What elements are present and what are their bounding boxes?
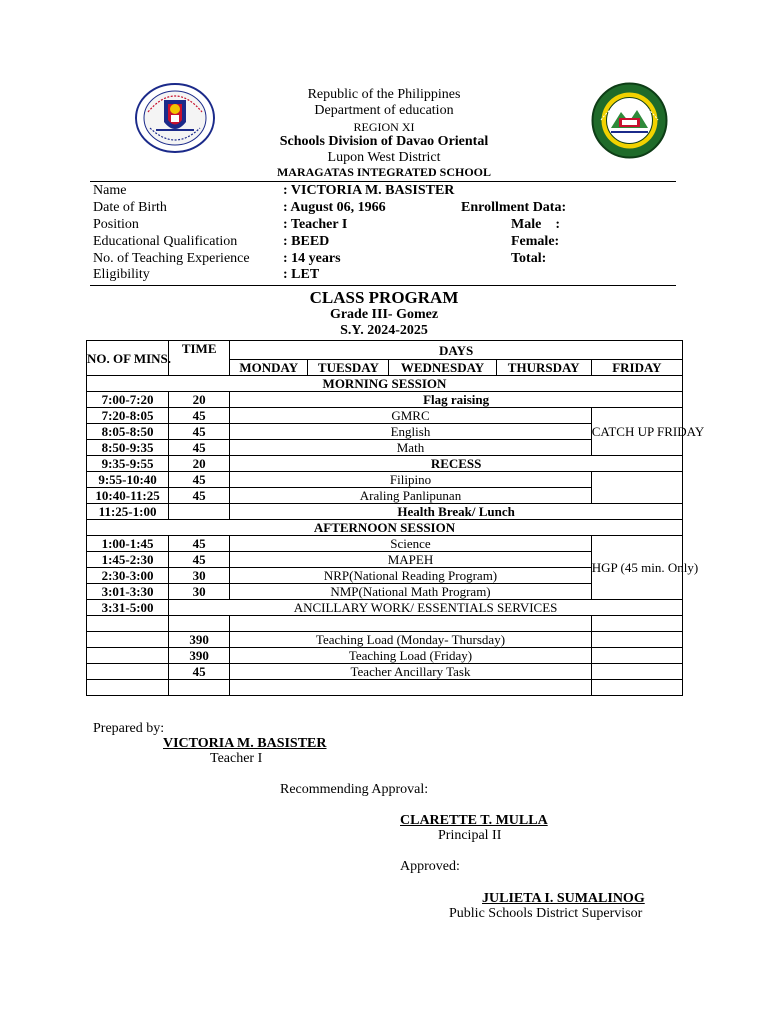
position-value: : Teacher I bbox=[283, 217, 348, 232]
minutes-cell: 45 bbox=[169, 536, 230, 552]
day-friday: FRIDAY bbox=[591, 360, 682, 376]
subject-cell: English bbox=[230, 424, 592, 440]
program-title: CLASS PROGRAM bbox=[309, 288, 459, 307]
minutes-cell: 30 bbox=[169, 568, 230, 584]
header-days: DAYS bbox=[230, 341, 683, 360]
total-row bbox=[87, 664, 683, 680]
subject-cell: GMRC bbox=[230, 408, 592, 424]
total-label-cell: Teaching Load (Friday) bbox=[230, 648, 592, 664]
minutes-cell: 20 bbox=[169, 392, 230, 408]
morning-session-row: MORNING SESSION bbox=[87, 376, 683, 392]
approved-name: JULIETA I. SUMALINOG bbox=[482, 891, 645, 906]
enrollment-label: Enrollment Data: bbox=[461, 200, 567, 215]
friday-morning-cell: CATCH UP FRIDAY bbox=[591, 408, 682, 456]
experience-label: No. of Teaching Experience bbox=[93, 251, 250, 266]
subject-cell: NMP(National Math Program) bbox=[230, 584, 592, 600]
time-cell: 11:25-1:00 bbox=[87, 504, 169, 520]
header-region: REGION XI bbox=[353, 120, 415, 134]
name-value: : VICTORIA M. BASISTER bbox=[283, 183, 455, 198]
minutes-cell: 45 bbox=[169, 552, 230, 568]
empty-cell bbox=[169, 680, 230, 696]
minutes-cell: 45 bbox=[169, 408, 230, 424]
female-label: Female: bbox=[511, 234, 560, 249]
day-monday: MONDAY bbox=[230, 360, 308, 376]
prepared-by-label: Prepared by: bbox=[93, 721, 165, 736]
table-row bbox=[87, 504, 683, 520]
minutes-cell: 45 bbox=[169, 472, 230, 488]
header-department: Department of education bbox=[314, 103, 454, 118]
total-minutes-cell: 390 bbox=[169, 632, 230, 648]
education-value: : BEED bbox=[283, 234, 330, 249]
subject-cell: Science bbox=[230, 536, 592, 552]
afternoon-session-row: AFTERNOON SESSION bbox=[87, 520, 683, 536]
time-cell: 8:50-9:35 bbox=[87, 440, 169, 456]
dob-label: Date of Birth bbox=[93, 200, 167, 215]
education-label: Educational Qualification bbox=[93, 234, 238, 249]
header-country: Republic of the Philippines bbox=[307, 87, 461, 102]
time-cell: 1:45-2:30 bbox=[87, 552, 169, 568]
table-row bbox=[87, 408, 683, 424]
header-rule bbox=[90, 181, 676, 182]
empty-cell bbox=[591, 680, 682, 696]
school-seal-logo bbox=[591, 82, 668, 159]
time-cell: 7:20-8:05 bbox=[87, 408, 169, 424]
friday-empty-cell bbox=[591, 472, 682, 504]
time-cell: 10:40-11:25 bbox=[87, 488, 169, 504]
minutes-cell bbox=[169, 504, 230, 520]
eligibility-label: Eligibility bbox=[93, 267, 150, 282]
info-rule bbox=[90, 285, 676, 286]
empty-cell bbox=[591, 616, 682, 632]
header-minutes: NO. OF MINS. bbox=[87, 341, 169, 376]
time-cell: 9:55-10:40 bbox=[87, 472, 169, 488]
empty-cell bbox=[591, 632, 682, 648]
time-cell: 2:30-3:00 bbox=[87, 568, 169, 584]
minutes-cell: 45 bbox=[169, 424, 230, 440]
recommending-label: Recommending Approval: bbox=[280, 782, 429, 797]
recommending-name: CLARETTE T. MULLA bbox=[400, 813, 548, 828]
approved-title: Public Schools District Supervisor bbox=[449, 906, 643, 921]
time-cell: 1:00-1:45 bbox=[87, 536, 169, 552]
subject-cell: Math bbox=[230, 440, 592, 456]
total-label-cell: Teaching Load (Monday- Thursday) bbox=[230, 632, 592, 648]
subject-cell: RECESS bbox=[230, 456, 683, 472]
experience-value: : 14 years bbox=[283, 251, 341, 266]
total-label-cell: Teacher Ancillary Task bbox=[230, 664, 592, 680]
table-row bbox=[87, 472, 683, 488]
empty-cell bbox=[230, 680, 592, 696]
total-row bbox=[87, 632, 683, 648]
empty-cell bbox=[230, 616, 592, 632]
time-cell: 9:35-9:55 bbox=[87, 456, 169, 472]
header-division: Schools Division of Davao Oriental bbox=[279, 134, 489, 149]
dob-value: : August 06, 1966 bbox=[283, 200, 386, 215]
header-school: MARAGATAS INTEGRATED SCHOOL bbox=[276, 165, 492, 179]
time-cell: 8:05-8:50 bbox=[87, 424, 169, 440]
prepared-by-name: VICTORIA M. BASISTER bbox=[163, 736, 327, 751]
table-row-blank bbox=[87, 616, 683, 632]
empty-cell bbox=[87, 664, 169, 680]
time-cell: 3:31-5:00 bbox=[87, 600, 169, 616]
table-row bbox=[87, 392, 683, 408]
empty-cell bbox=[169, 616, 230, 632]
recommending-title: Principal II bbox=[438, 828, 502, 843]
eligibility-value: : LET bbox=[283, 267, 320, 282]
empty-cell bbox=[87, 616, 169, 632]
minutes-cell: 45 bbox=[169, 440, 230, 456]
friday-afternoon-cell: HGP (45 min. Only) bbox=[591, 536, 682, 600]
subject-cell: MAPEH bbox=[230, 552, 592, 568]
header-district: Lupon West District bbox=[327, 150, 441, 165]
total-minutes-cell: 45 bbox=[169, 664, 230, 680]
table-row-blank bbox=[87, 680, 683, 696]
subject-cell: Araling Panlipunan bbox=[230, 488, 592, 504]
total-row bbox=[87, 648, 683, 664]
day-thursday: THURSDAY bbox=[496, 360, 591, 376]
day-wednesday: WEDNESDAY bbox=[389, 360, 496, 376]
prepared-by-title: Teacher I bbox=[210, 751, 263, 766]
position-label: Position bbox=[93, 217, 139, 232]
male-label: Male : bbox=[511, 217, 560, 232]
empty-cell bbox=[591, 664, 682, 680]
header-time: TIME bbox=[169, 341, 230, 376]
total-label: Total: bbox=[511, 251, 547, 266]
subject-cell: NRP(National Reading Program) bbox=[230, 568, 592, 584]
subject-cell: Flag raising bbox=[230, 392, 683, 408]
name-label: Name bbox=[93, 183, 127, 198]
minutes-cell: 20 bbox=[169, 456, 230, 472]
table-row bbox=[87, 600, 683, 616]
grade-section: Grade III- Gomez bbox=[329, 307, 439, 322]
minutes-cell: 30 bbox=[169, 584, 230, 600]
time-cell: 3:01-3:30 bbox=[87, 584, 169, 600]
time-cell: 7:00-7:20 bbox=[87, 392, 169, 408]
school-year: S.Y. 2024-2025 bbox=[340, 323, 428, 338]
approved-label: Approved: bbox=[400, 859, 460, 874]
day-tuesday: TUESDAY bbox=[308, 360, 389, 376]
subject-cell: Health Break/ Lunch bbox=[230, 504, 683, 520]
total-minutes-cell: 390 bbox=[169, 648, 230, 664]
class-schedule-table bbox=[86, 340, 705, 696]
empty-cell bbox=[87, 648, 169, 664]
subject-cell: Filipino bbox=[230, 472, 592, 488]
table-row bbox=[87, 536, 683, 552]
subject-cell: ANCILLARY WORK/ ESSENTIALS SERVICES bbox=[169, 600, 683, 616]
table-row bbox=[87, 456, 683, 472]
empty-cell bbox=[87, 632, 169, 648]
minutes-cell: 45 bbox=[169, 488, 230, 504]
empty-cell bbox=[591, 648, 682, 664]
empty-cell bbox=[87, 680, 169, 696]
